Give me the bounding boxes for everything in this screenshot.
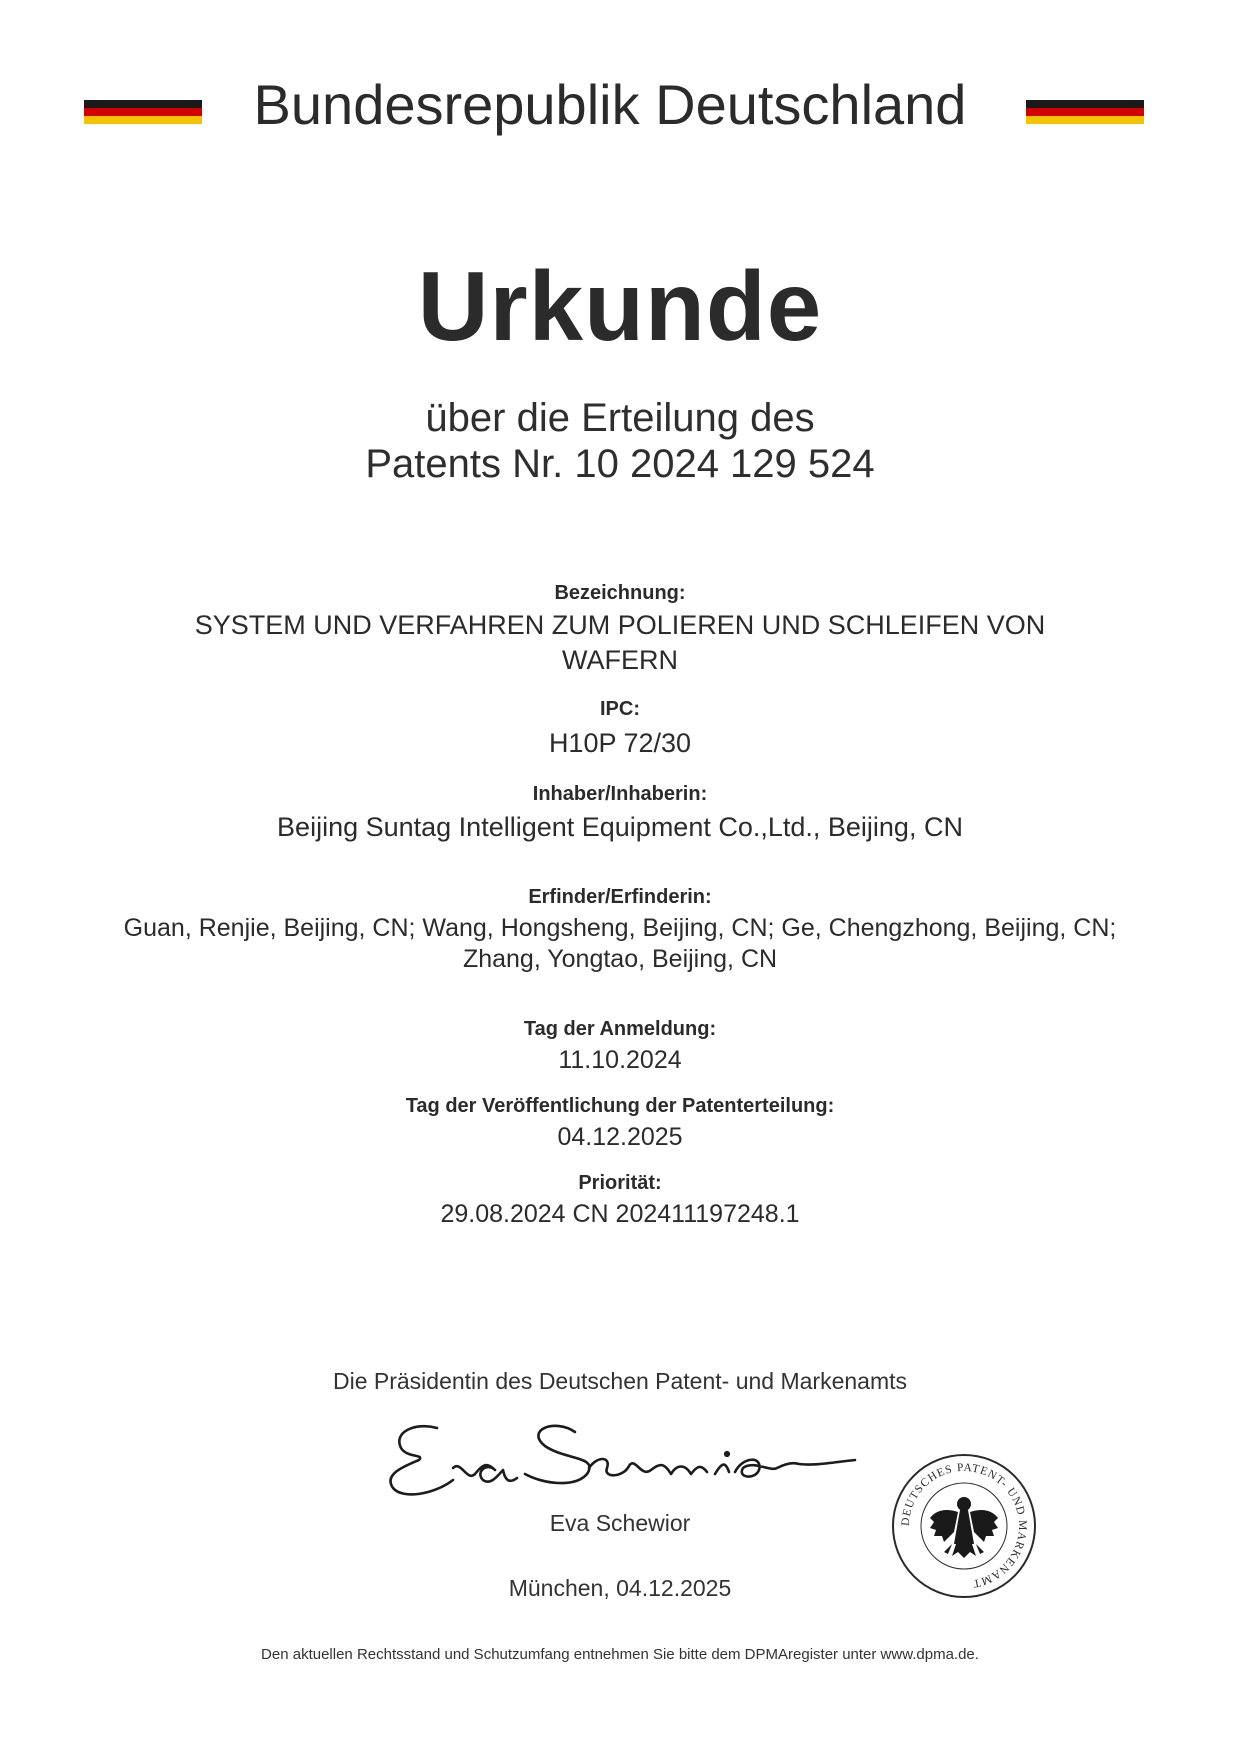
priority-value: 29.08.2024 CN 202411197248.1 xyxy=(440,1200,800,1228)
designation-label: Bezeichnung: xyxy=(554,582,686,604)
owner-label: Inhaber/Inhaberin: xyxy=(532,783,708,805)
owner-value: Beijing Suntag Intelligent Equipment Co.,Ltd., Beijing, CN xyxy=(277,812,963,842)
seal-text: DEUTSCHES PATENT- UND MARKENAMT xyxy=(899,1461,1029,1590)
patent-number: Patents Nr. 10 2024 129 524 xyxy=(365,442,875,486)
inventors-value-line1: Guan, Renjie, Beijing, CN; Wang, Hongsheng, Beijing, CN; Ge, Chengzhong, Beijing, CN; xyxy=(123,914,1117,942)
place-and-date: München, 04.12.2025 xyxy=(508,1575,732,1601)
inventors-label: Erfinder/Erfinderin: xyxy=(528,886,712,908)
publication-date-value: 04.12.2025 xyxy=(557,1123,683,1151)
signatory-name: Eva Schewior xyxy=(549,1510,691,1536)
certificate-title: Urkunde xyxy=(417,251,823,361)
german-flag-right-icon xyxy=(1026,100,1144,124)
handwritten-signature xyxy=(375,1408,865,1508)
inventors-value-line2: Zhang, Yongtao, Beijing, CN xyxy=(462,945,778,973)
country-heading: Bundesrepublik Deutschland xyxy=(253,73,967,136)
footer-note: Den aktuellen Rechtsstand und Schutzumfang entnehmen Sie bitte dem DPMAregister unter www.dpma.de. xyxy=(261,1646,979,1663)
filing-date-label: Tag der Anmeldung: xyxy=(523,1018,717,1040)
federal-eagle-icon xyxy=(930,1497,998,1558)
filing-date-value: 11.10.2024 xyxy=(558,1046,682,1074)
publication-date-label: Tag der Veröffentlichung der Patenterteilung: xyxy=(405,1095,835,1117)
designation-value-line2: WAFERN xyxy=(562,645,678,675)
president-line: Die Präsidentin des Deutschen Patent- und Markenamts xyxy=(332,1368,908,1394)
ipc-label: IPC: xyxy=(600,698,640,720)
priority-label: Priorität: xyxy=(578,1172,662,1194)
certificate-subtitle-line1: über die Erteilung des xyxy=(425,396,815,440)
dpma-seal-icon xyxy=(890,1452,1038,1600)
designation-value-line1: SYSTEM UND VERFAHREN ZUM POLIEREN UND SCHLEIFEN VON xyxy=(194,610,1046,640)
german-flag-left-icon xyxy=(84,100,202,124)
ipc-value: H10P 72/30 xyxy=(548,728,692,758)
